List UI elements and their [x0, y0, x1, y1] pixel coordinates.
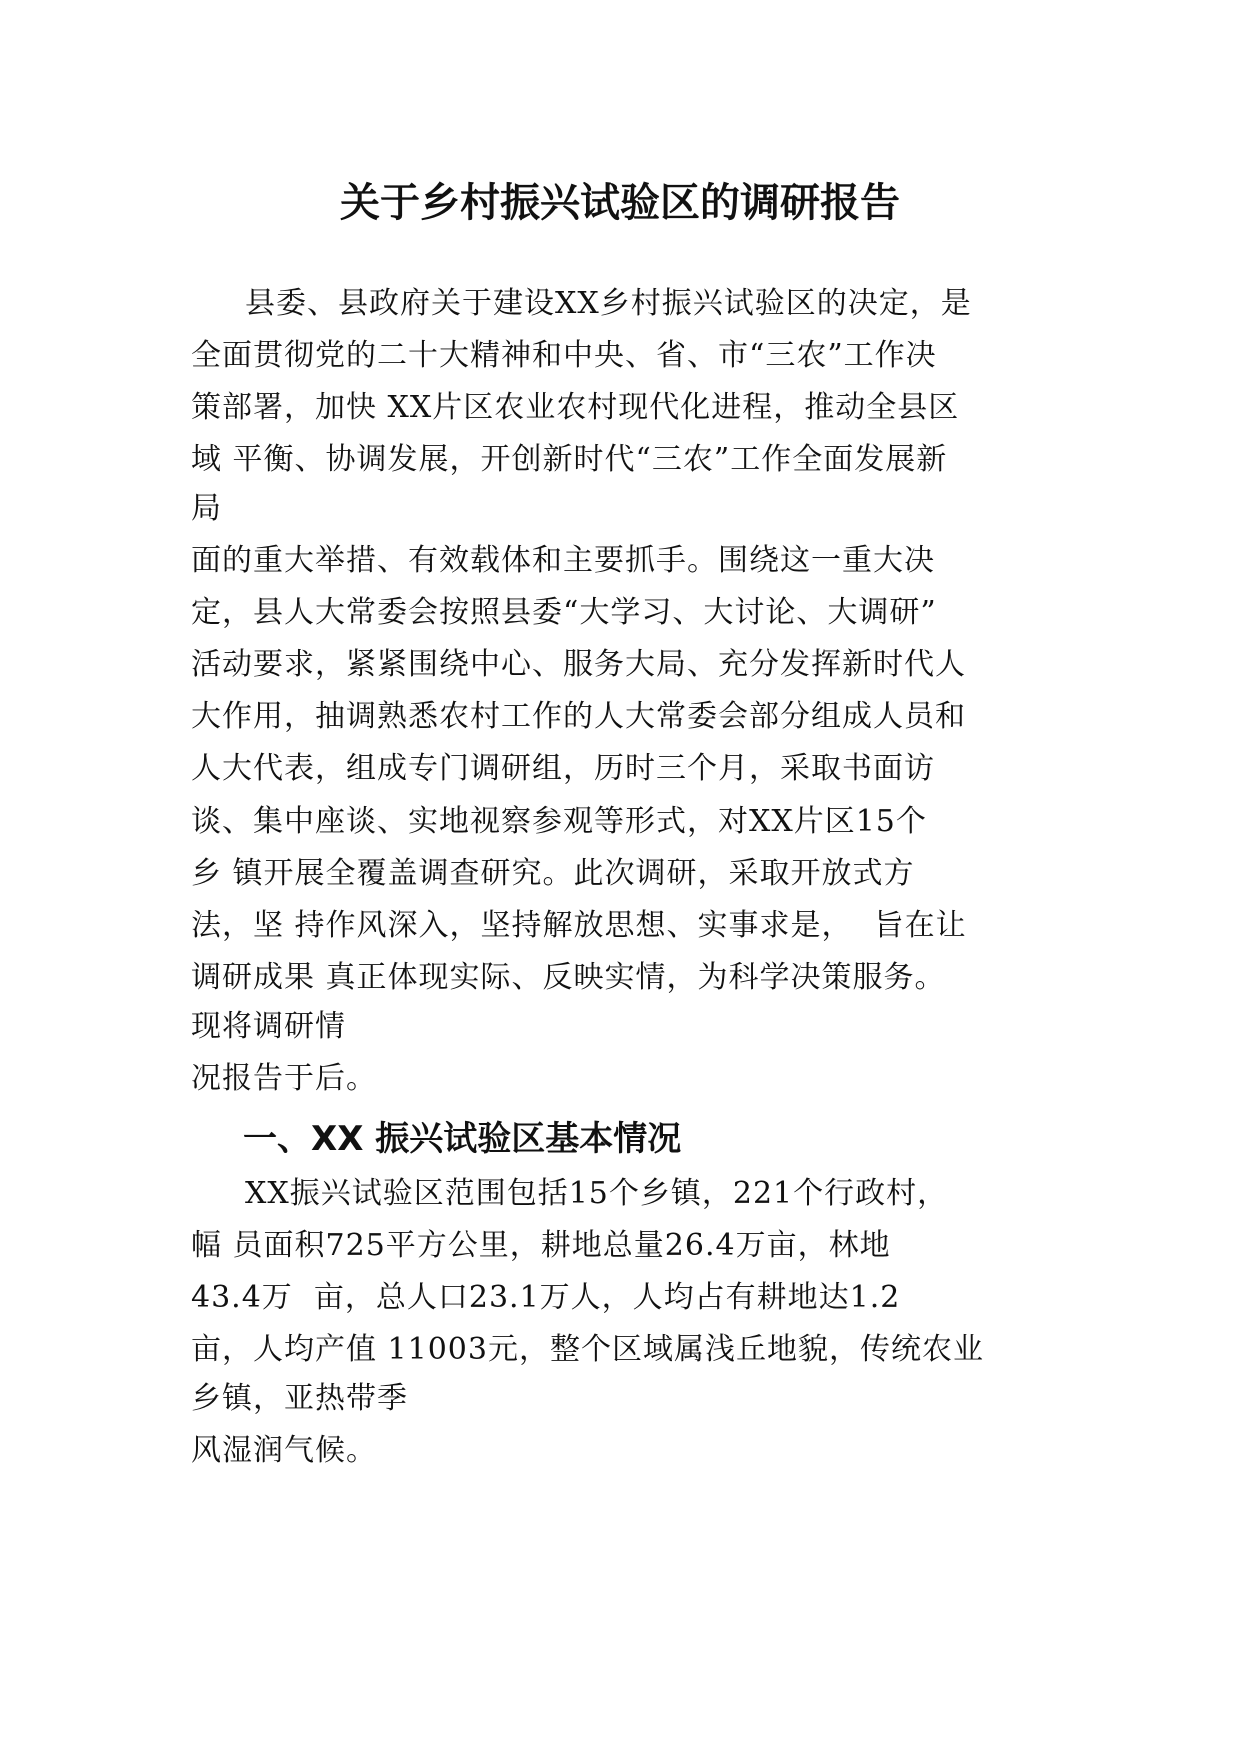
- paragraph-line: 人大代表，组成专门调研组，历时三个月，采取书面访: [191, 751, 935, 786]
- paragraph-line: 况报告于后。: [191, 1061, 377, 1096]
- paragraph-line: 面的重大举措、有效载体和主要抓手。围绕这一重大决: [191, 543, 935, 578]
- paragraph-line: 乡镇，亚热带季: [191, 1381, 408, 1416]
- paragraph-line: 全面贯彻党的二十大精神和中央、省、市“三农”工作决: [191, 338, 937, 373]
- paragraph-line: 局: [191, 491, 222, 526]
- paragraph-line: XX振兴试验区范围包括15个乡镇，221个行政村，: [245, 1176, 949, 1211]
- paragraph-line: 调研成果 真正体现实际、反映实情，为科学决策服务。: [191, 960, 946, 995]
- paragraph-line: 定，县人大常委会按照县委“大学习、大讨论、大调研”: [191, 595, 937, 630]
- paragraph-line: 谈、集中座谈、实地视察参观等形式，对XX片区15个: [191, 804, 927, 839]
- paragraph-line: 幅 员面积725平方公里，耕地总量26.4万亩，林地: [191, 1228, 891, 1263]
- paragraph-line: 法，坚 持作风深入，坚持解放思想、实事求是， 旨在让: [191, 908, 967, 943]
- paragraph-line: 现将调研情: [191, 1009, 346, 1044]
- paragraph-line: 活动要求，紧紧围绕中心、服务大局、充分发挥新时代人: [191, 647, 966, 682]
- section-heading: 一、XX 振兴试验区基本情况: [243, 1119, 682, 1159]
- paragraph-line: 亩，人均产值 11003元，整个区域属浅丘地貌，传统农业: [191, 1332, 984, 1367]
- paragraph-line: 风湿润气候。: [191, 1433, 377, 1468]
- paragraph-line: 大作用，抽调熟悉农村工作的人大常委会部分组成人员和: [191, 699, 966, 734]
- paragraph-line: 43.4万 亩，总人口23.1万人，人均占有耕地达1.2: [191, 1280, 901, 1315]
- paragraph-line: 县委、县政府关于建设XX乡村振兴试验区的决定，是: [245, 286, 972, 321]
- paragraph-line: 策部署，加快 XX片区农业农村现代化进程，推动全县区: [191, 390, 960, 425]
- paragraph-line: 域 平衡、协调发展，开创新时代“三农”工作全面发展新: [191, 442, 948, 477]
- document-title: 关于乡村振兴试验区的调研报告: [340, 180, 900, 226]
- paragraph-line: 乡 镇开展全覆盖调查研究。此次调研，采取开放式方: [191, 856, 915, 891]
